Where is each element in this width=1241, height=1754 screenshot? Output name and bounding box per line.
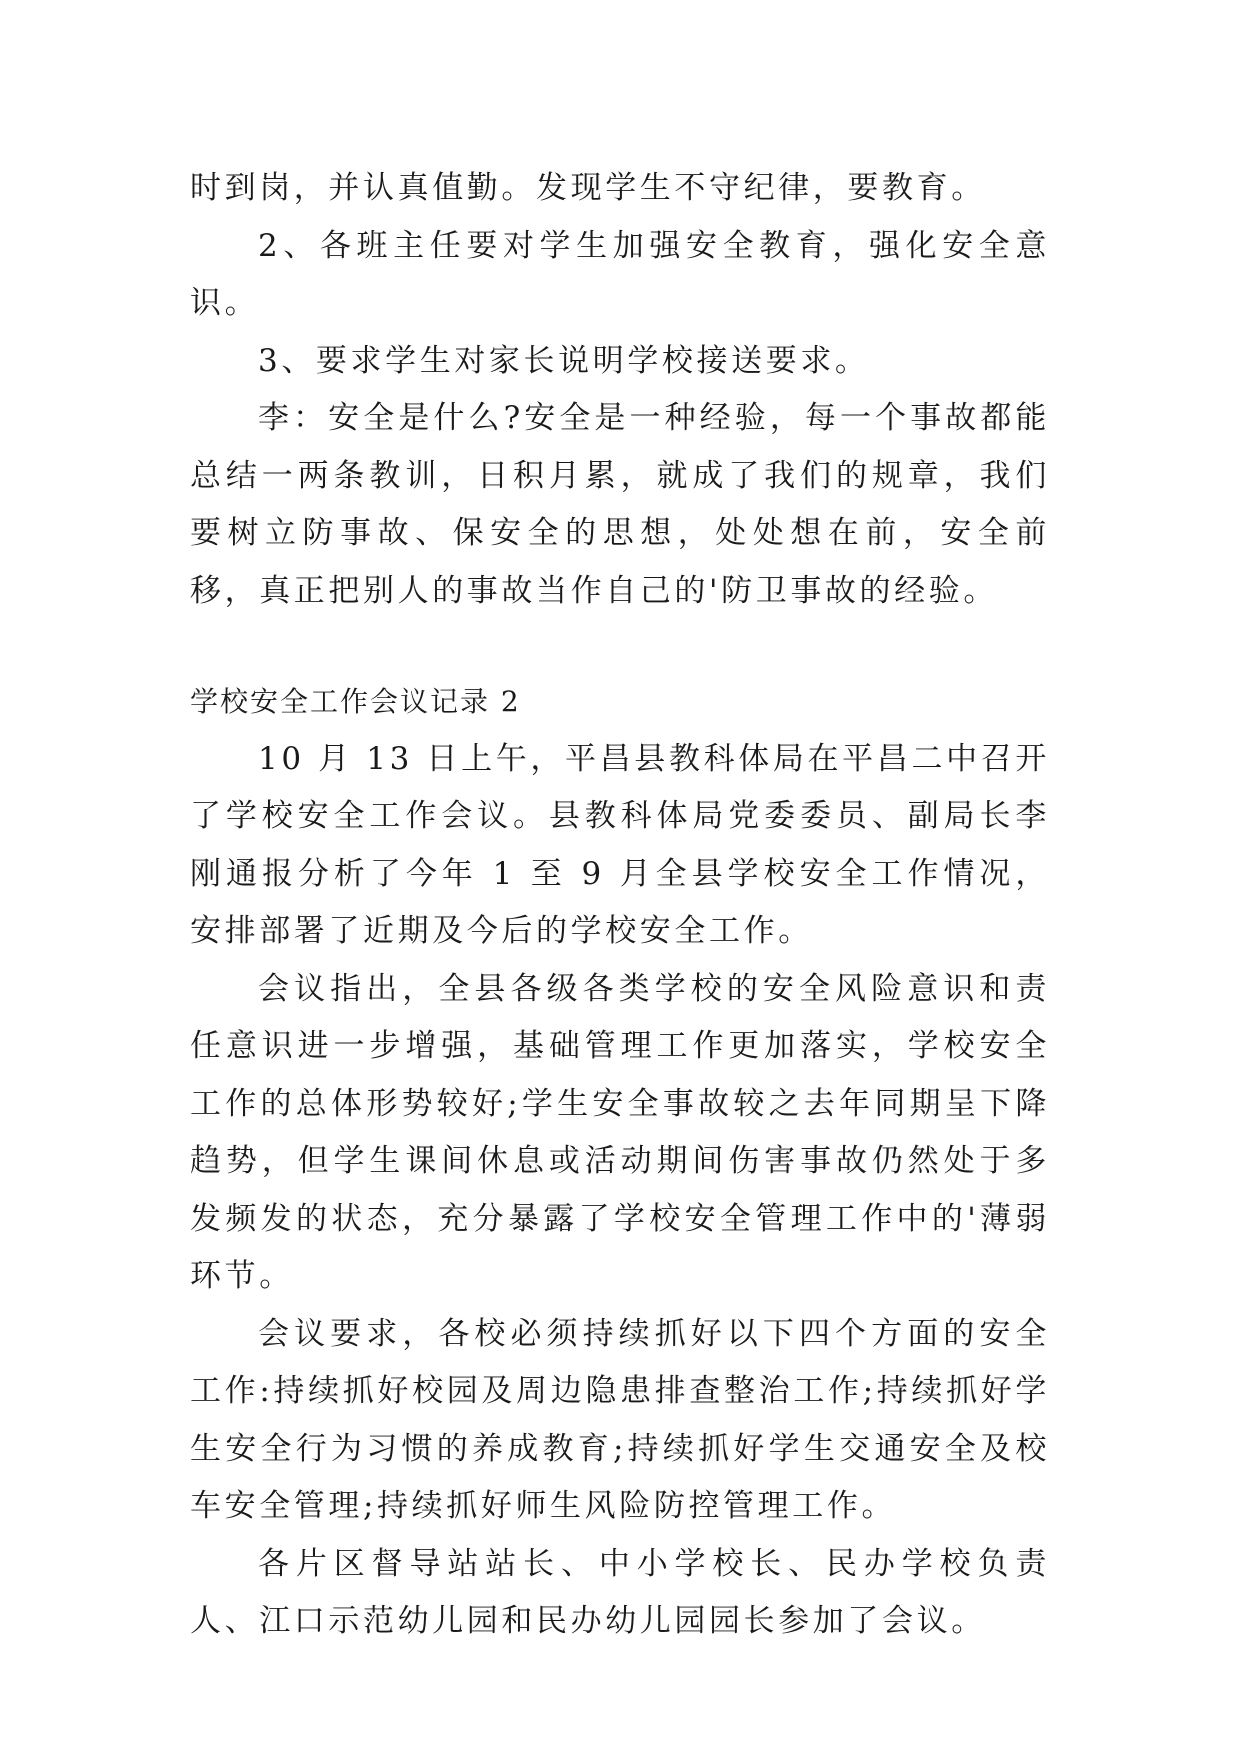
paragraph-item-3: 3、要求学生对家长说明学校接送要求。 xyxy=(258,342,870,379)
paragraph-meeting-intro: 10 月 13 日上午，平昌县教科体局在平昌二中召开了学校安全工作会议。县教科体局党委委员、副局长李刚通报分析了今年 1 至 9 月全县学校安全工作情况，安排部署了近期及今后的学校安全工作。 xyxy=(190,740,1050,949)
paragraph-meeting-points: 会议指出，全县各级各类学校的安全风险意识和责任意识进一步增强，基础管理工作更加落实，学校安全工作的总体形势较好;学生安全事故较之去年同期呈下降趋势，但学生课间休息或活动期间伤害事故仍然处于多发频发的状态，充分暴露了学校安全管理工作中的'薄弱环节。 xyxy=(190,970,1050,1294)
document-body xyxy=(190,160,1050,1651)
paragraph-continuation: 时到岗，并认真值勤。发现学生不守纪律，要教育。 xyxy=(190,170,986,206)
paragraph-meeting-requirements: 会议要求，各校必须持续抓好以下四个方面的安全工作:持续抓好校园及周边隐患排查整治工作;持续抓好学生安全行为习惯的养成教育;持续抓好学生交通安全及校车安全管理;持续抓好师生风险防控管理工作。 xyxy=(190,1315,1050,1524)
section-title: 学校安全工作会议记录 2 xyxy=(190,685,521,718)
paragraph-attendees: 各片区督导站站长、中小学校长、民办学校负责人、江口示范幼儿园和民办幼儿园园长参加了会议。 xyxy=(190,1545,1050,1639)
paragraph-item-2: 2、各班主任要对学生加强安全教育，强化安全意识。 xyxy=(190,227,1050,321)
paragraph-li-remarks: 李：安全是什么?安全是一种经验，每一个事故都能总结一两条教训，日积月累，就成了我们的规章，我们要树立防事故、保安全的思想，处处想在前，安全前移，真正把别人的事故当作自己的'防卫事故的经验。 xyxy=(190,400,1050,609)
